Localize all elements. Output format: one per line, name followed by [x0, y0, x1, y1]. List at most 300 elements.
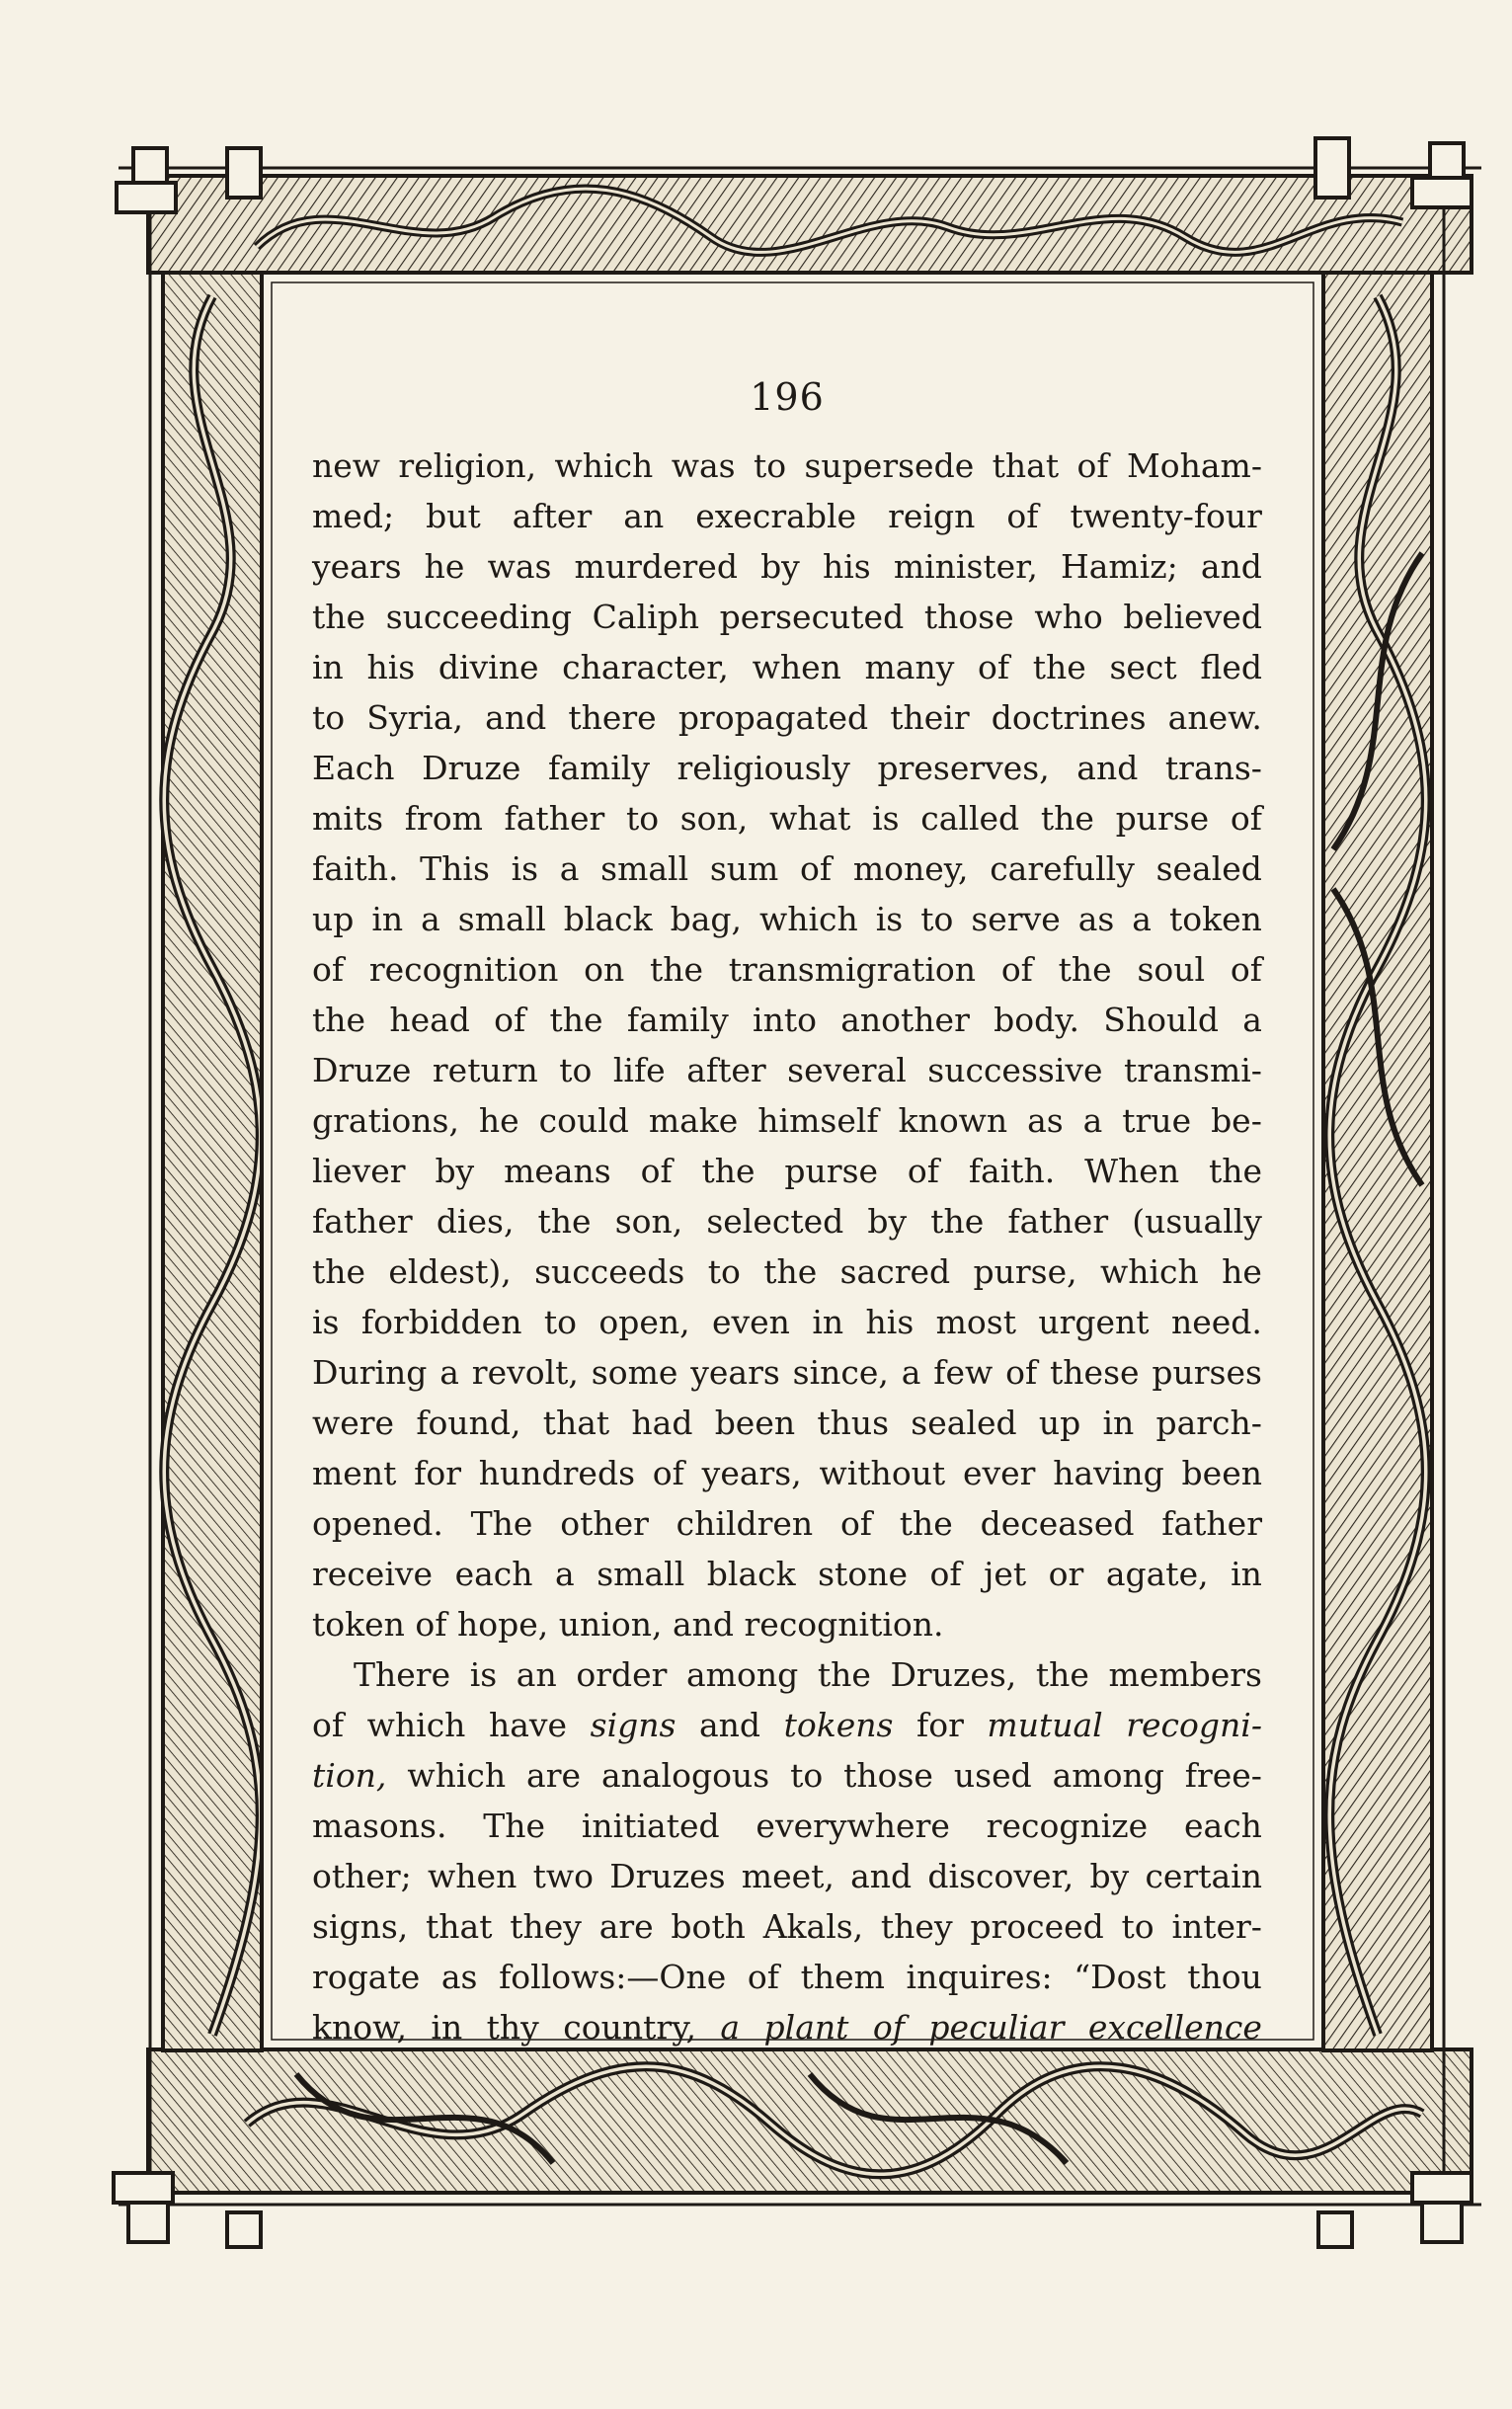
word: as — [1027, 1101, 1064, 1140]
text-line — [312, 944, 1262, 995]
word: for — [916, 1706, 964, 1744]
word: son, — [679, 799, 749, 838]
word: what — [768, 799, 851, 838]
word: is — [312, 1303, 340, 1341]
word: bag, — [670, 900, 743, 938]
word: religiously — [676, 749, 850, 787]
word: purse — [1115, 799, 1210, 838]
word: the — [1208, 1152, 1262, 1190]
text-line — [312, 995, 1262, 1045]
word: they — [880, 1907, 953, 1946]
word: discover, — [927, 1857, 1074, 1895]
word: hundreds — [478, 1454, 636, 1492]
word: to — [312, 698, 346, 737]
word: to — [753, 446, 787, 485]
text-line — [312, 1095, 1262, 1146]
word: inquires: — [906, 1958, 1053, 1996]
word: of — [1230, 799, 1262, 838]
text-line — [312, 1649, 1262, 1700]
word: the — [763, 1252, 818, 1291]
word: of — [1006, 497, 1039, 535]
border-top-band — [148, 176, 1472, 273]
text-line — [312, 793, 1262, 843]
word: true — [1122, 1101, 1192, 1140]
word: been — [1181, 1454, 1262, 1492]
word: them — [800, 1958, 885, 1996]
word: could — [538, 1101, 629, 1140]
word: and — [699, 1706, 761, 1744]
word: Caliph — [592, 598, 700, 636]
word: had — [631, 1404, 693, 1442]
word: and — [1076, 749, 1139, 787]
word: Should — [1103, 1001, 1219, 1039]
word: the — [1058, 950, 1112, 989]
word: even — [711, 1303, 790, 1341]
word: few — [933, 1353, 994, 1392]
word: a — [1132, 900, 1152, 938]
word: other — [560, 1504, 649, 1543]
word: analogous — [600, 1756, 770, 1795]
word: fled — [1200, 648, 1262, 686]
word: father — [1161, 1504, 1262, 1543]
word: the — [1040, 799, 1094, 838]
word: and — [672, 1605, 735, 1644]
word: of — [1000, 950, 1033, 989]
word: mutual — [987, 1706, 1103, 1744]
text-line — [312, 592, 1262, 642]
word: their — [890, 698, 970, 737]
word: the — [899, 1504, 953, 1543]
word: on — [584, 950, 625, 989]
word: by — [1089, 1857, 1130, 1895]
word: deceased — [980, 1504, 1135, 1543]
word: ment — [312, 1454, 397, 1492]
text-line — [312, 1549, 1262, 1599]
text-line — [312, 1045, 1262, 1095]
word: thus — [817, 1404, 890, 1442]
word: he — [478, 1101, 519, 1140]
word: the — [549, 1001, 603, 1039]
word: parch- — [1155, 1404, 1262, 1442]
word: without — [819, 1454, 946, 1492]
word: need. — [1170, 1303, 1262, 1341]
word: selected — [706, 1202, 844, 1241]
word: hope, — [457, 1605, 549, 1644]
text-line — [312, 1901, 1262, 1952]
word: trans- — [1164, 749, 1262, 787]
word: mits — [312, 799, 384, 838]
word: of — [1230, 950, 1262, 989]
word: black — [706, 1555, 796, 1593]
text-line — [312, 843, 1262, 894]
word: to — [625, 799, 660, 838]
word: tokens — [783, 1706, 894, 1744]
border-right-band — [1323, 273, 1432, 2050]
word: purses — [1152, 1353, 1262, 1392]
word: propagated — [677, 698, 869, 737]
word: but — [426, 497, 481, 535]
word: another — [840, 1001, 970, 1039]
word: The — [470, 1504, 533, 1543]
word: to — [543, 1303, 577, 1341]
word: the — [312, 598, 366, 636]
word: thy — [486, 2008, 539, 2047]
word: a — [720, 2008, 741, 2047]
text-line — [312, 1851, 1262, 1901]
word: after — [686, 1051, 766, 1089]
word: rogate — [312, 1958, 421, 1996]
word: succeeds — [534, 1252, 685, 1291]
word: Druzes, — [890, 1655, 1017, 1694]
text-line — [312, 692, 1262, 743]
word: both — [671, 1907, 746, 1946]
word: of — [839, 1504, 873, 1543]
word: agate, — [1105, 1555, 1209, 1593]
word: most — [935, 1303, 1016, 1341]
word: are — [526, 1756, 582, 1795]
word: have — [488, 1706, 568, 1744]
text-line — [312, 1347, 1262, 1398]
word: he — [1222, 1252, 1262, 1291]
word: to — [707, 1252, 741, 1291]
word: make — [648, 1101, 739, 1140]
word: years — [312, 547, 402, 586]
word: are — [598, 1907, 654, 1946]
word: succeeding — [385, 598, 572, 636]
word: from — [404, 799, 483, 838]
text-line — [312, 1801, 1262, 1851]
word: carefully — [990, 849, 1135, 888]
word: means — [504, 1152, 611, 1190]
word: to — [1121, 1907, 1154, 1946]
word: grations, — [312, 1101, 459, 1140]
word: children — [676, 1504, 814, 1543]
border-bottom-band — [148, 2049, 1472, 2193]
word: up — [1038, 1404, 1081, 1442]
word: years — [690, 1353, 780, 1392]
word: Akals, — [762, 1907, 864, 1946]
word: everywhere — [756, 1807, 950, 1845]
word: there — [568, 698, 657, 737]
text-line — [312, 441, 1262, 491]
word: that — [426, 1907, 493, 1946]
word: been — [714, 1404, 796, 1442]
word: follows:—One — [499, 1958, 727, 1996]
word: ever — [962, 1454, 1036, 1492]
text-line — [312, 1952, 1262, 2002]
page-body — [312, 375, 1262, 2047]
word: of — [872, 2008, 905, 2047]
word: receive — [312, 1555, 434, 1593]
word: his — [822, 547, 871, 586]
word: peculiar — [928, 2008, 1065, 2047]
word: of — [1005, 1353, 1038, 1392]
word: known — [898, 1101, 1008, 1140]
word: Syria, — [366, 698, 464, 737]
word: by — [435, 1152, 475, 1190]
word: is — [875, 900, 904, 938]
word: successive — [927, 1051, 1103, 1089]
word: of — [494, 1001, 526, 1039]
text-line — [312, 1750, 1262, 1801]
word: members — [1108, 1655, 1262, 1694]
word: body. — [994, 1001, 1080, 1039]
text-line — [312, 1146, 1262, 1196]
word: urgent — [1038, 1303, 1150, 1341]
word: execrable — [695, 497, 857, 535]
word: order — [576, 1655, 668, 1694]
word: recognition. — [744, 1605, 944, 1644]
word: an — [516, 1655, 557, 1694]
word: of — [312, 950, 345, 989]
word: revolt, — [471, 1353, 579, 1392]
word: father — [312, 1202, 413, 1241]
word: two — [532, 1857, 594, 1895]
word: meet, — [741, 1857, 835, 1895]
word: recognition — [368, 950, 559, 989]
word: of — [929, 1555, 962, 1593]
word: a — [421, 900, 440, 938]
word: was — [487, 547, 552, 586]
text-line — [312, 1246, 1262, 1297]
word: Each — [312, 749, 395, 787]
word: as — [440, 1958, 478, 1996]
word: token — [312, 1605, 405, 1644]
word: proceed — [970, 1907, 1104, 1946]
word: new — [312, 446, 381, 485]
text-line — [312, 894, 1262, 944]
word: after — [512, 497, 593, 535]
word: sect — [1109, 648, 1177, 686]
word: stone — [818, 1555, 908, 1593]
word: preserves, — [877, 749, 1050, 787]
word: purse — [784, 1152, 879, 1190]
word: excellence — [1087, 2008, 1262, 2047]
word: union, — [558, 1605, 663, 1644]
text-line — [312, 1398, 1262, 1448]
word: signs, — [312, 1907, 409, 1946]
word: thou — [1187, 1958, 1262, 1996]
word: character, — [562, 648, 729, 686]
word: This — [420, 849, 490, 888]
word: into — [753, 1001, 817, 1039]
word: and — [1200, 547, 1262, 586]
word: or — [1048, 1555, 1084, 1593]
word: as — [1077, 900, 1115, 938]
paragraph-text — [312, 441, 1262, 2052]
word: his — [366, 648, 416, 686]
word: family — [548, 749, 650, 787]
word: to — [559, 1051, 593, 1089]
word: other; — [312, 1857, 412, 1895]
word: transmigration — [728, 950, 977, 989]
word: dies, — [436, 1202, 515, 1241]
word: which — [1099, 1252, 1199, 1291]
word: life — [612, 1051, 666, 1089]
text-line — [312, 491, 1262, 541]
word: During — [312, 1353, 428, 1392]
word: faith. — [312, 849, 399, 888]
text-line — [312, 1599, 1262, 1649]
word: several — [787, 1051, 907, 1089]
word: the — [650, 950, 704, 989]
word: med; — [312, 497, 395, 535]
word: and — [485, 698, 547, 737]
word: of — [978, 648, 1010, 686]
word: sacred — [839, 1252, 951, 1291]
word: in — [431, 2008, 463, 2047]
word: masons. — [312, 1807, 447, 1845]
word: his — [865, 1303, 915, 1341]
text-line — [312, 743, 1262, 793]
word: When — [1084, 1152, 1180, 1190]
word: free- — [1184, 1756, 1262, 1795]
word: open, — [598, 1303, 690, 1341]
word: a — [559, 849, 580, 888]
word: and — [850, 1857, 913, 1895]
word: the — [701, 1152, 756, 1190]
word: opened. — [312, 1504, 443, 1543]
word: divine — [438, 648, 539, 686]
word: each — [454, 1555, 533, 1593]
word: “Dost — [1074, 1958, 1166, 1996]
word: in — [812, 1303, 844, 1341]
word: which — [554, 446, 654, 485]
word: was — [671, 446, 736, 485]
word: certain — [1145, 1857, 1262, 1895]
word: sealed — [1155, 849, 1262, 888]
word: persecuted — [719, 598, 905, 636]
word: years, — [701, 1454, 802, 1492]
word: sealed — [911, 1404, 1017, 1442]
word: many — [864, 648, 955, 686]
word: Druze — [312, 1051, 412, 1089]
text-line — [312, 1498, 1262, 1549]
word: of — [907, 1152, 939, 1190]
word: were — [312, 1404, 395, 1442]
word: liever — [312, 1152, 406, 1190]
word: is — [511, 849, 539, 888]
word: that — [992, 446, 1060, 485]
word: they — [510, 1907, 582, 1946]
word: There — [354, 1655, 451, 1694]
text-line — [312, 1196, 1262, 1246]
word: money, — [852, 849, 969, 888]
word: is — [469, 1655, 498, 1694]
word: country, — [563, 2008, 696, 2047]
word: each — [1183, 1807, 1262, 1845]
word: token — [1168, 900, 1262, 938]
word: of — [415, 1605, 447, 1644]
word: return — [432, 1051, 538, 1089]
border-left-band — [163, 273, 262, 2050]
word: of — [652, 1454, 684, 1492]
word: Moham- — [1126, 446, 1262, 485]
text-line — [312, 642, 1262, 692]
word: signs — [590, 1706, 676, 1744]
word: himself — [757, 1101, 879, 1140]
word: small — [597, 1555, 685, 1593]
word: used — [953, 1756, 1032, 1795]
word: in — [312, 648, 344, 686]
word: which — [758, 900, 858, 938]
word: reign — [888, 497, 976, 535]
word: the — [1035, 1655, 1089, 1694]
word: some — [591, 1353, 678, 1392]
word: believed — [1123, 598, 1262, 636]
word: among — [1052, 1756, 1164, 1795]
word: twenty-four — [1070, 497, 1262, 535]
word: know, — [312, 2008, 407, 2047]
word: in — [371, 900, 404, 938]
word: the — [537, 1202, 592, 1241]
word: the — [1032, 648, 1086, 686]
word: by — [760, 547, 800, 586]
word: who — [1034, 598, 1103, 636]
word: a — [901, 1353, 921, 1392]
word: soul — [1137, 950, 1206, 989]
word: which — [407, 1756, 507, 1795]
word: forbidden — [360, 1303, 522, 1341]
word: having — [1053, 1454, 1164, 1492]
word: doctrines — [991, 698, 1147, 737]
word: minister, — [893, 547, 1038, 586]
word: supersede — [804, 446, 975, 485]
word: tion, — [312, 1756, 387, 1795]
word: jet — [984, 1555, 1027, 1593]
word: recogni- — [1126, 1706, 1262, 1744]
text-line — [312, 1700, 1262, 1750]
word: The — [483, 1807, 546, 1845]
word: of — [640, 1152, 673, 1190]
page-number: 196 — [750, 375, 825, 419]
word: eldest), — [388, 1252, 512, 1291]
word: an — [623, 497, 665, 535]
word: son, — [614, 1202, 683, 1241]
word: a — [1242, 1001, 1262, 1039]
word: of — [747, 1958, 779, 1996]
word: called — [920, 799, 1020, 838]
word: in — [1102, 1404, 1135, 1442]
word: for — [414, 1454, 461, 1492]
word: purse, — [973, 1252, 1077, 1291]
word: of — [1076, 446, 1109, 485]
word: a — [439, 1353, 459, 1392]
word: sum — [709, 849, 779, 888]
word: recognize — [986, 1807, 1149, 1845]
word: small — [457, 900, 546, 938]
word: family — [626, 1001, 729, 1039]
word: by — [867, 1202, 908, 1241]
word: he — [424, 547, 465, 586]
word: those — [923, 598, 1014, 636]
word: be- — [1211, 1101, 1262, 1140]
word: religion, — [398, 446, 537, 485]
word: anew. — [1167, 698, 1262, 737]
word: the — [817, 1655, 871, 1694]
text-line — [312, 1448, 1262, 1498]
word: head — [389, 1001, 470, 1039]
text-line — [312, 1297, 1262, 1347]
word: the — [930, 1202, 985, 1241]
text-line — [312, 2002, 1262, 2052]
word: which — [366, 1706, 466, 1744]
word: of — [800, 849, 833, 888]
word: that — [542, 1404, 610, 1442]
word: murdered — [574, 547, 738, 586]
word: Druze — [422, 749, 521, 787]
word: the — [312, 1252, 366, 1291]
